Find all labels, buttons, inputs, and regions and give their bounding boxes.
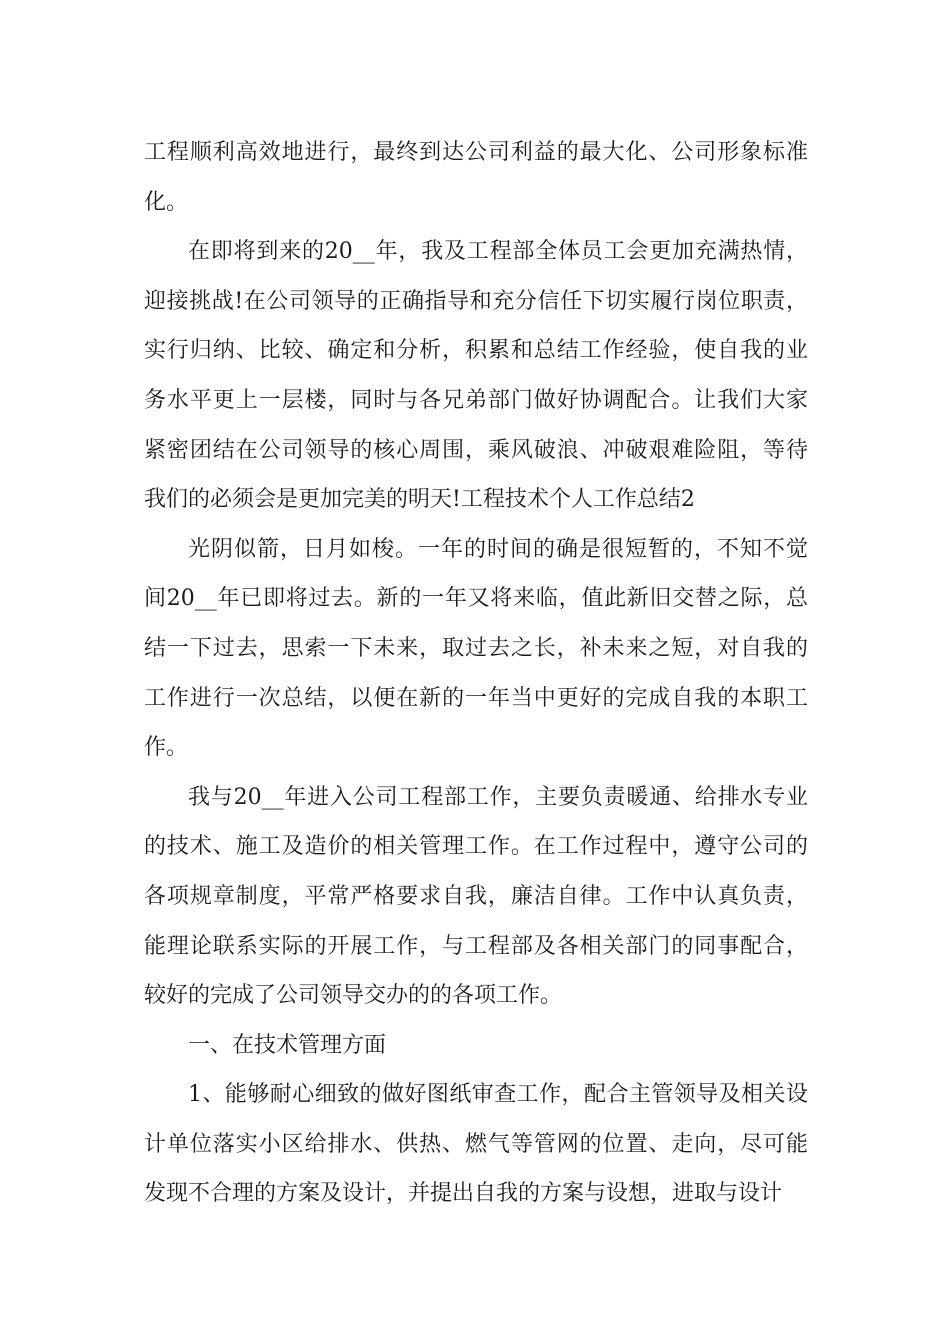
- text-line: 1、能够耐心细致的做好图纸审查工作，配合主管领导及相关设: [188, 1082, 808, 1108]
- text-line: 各项规章制度，平常严格要求自我，廉洁自律。工作中认真负责，: [144, 883, 808, 909]
- paragraph: [144, 1021, 808, 1071]
- text-line: 的技术、施工及造价的相关管理工作。在工作过程中，遵守公司的: [144, 834, 808, 860]
- text-line: 结一下过去，思索一下未来，取过去之长，补未来之短，对自我的: [144, 635, 808, 661]
- paragraph: [144, 1070, 808, 1219]
- text-line: 发现不合理的方案及设计，并提出自我的方案与设想，进取与设计: [144, 1181, 783, 1207]
- text-line: 光阴似箭，日月如梭。一年的时间的确是很短暂的，不知不觉: [188, 536, 808, 562]
- text-line: 我们的必须会是更加完美的明天!工程技术个人工作总结2: [144, 487, 695, 513]
- text-line: 计单位落实小区给排水、供热、燃气等管网的位置、走向，尽可能: [144, 1131, 808, 1157]
- text-line: 实行归纳、比较、确定和分析，积累和总结工作经验，使自我的业: [144, 338, 808, 364]
- text-line: 紧密团结在公司领导的核心周围，乘风破浪、冲破艰难险阻，等待: [144, 437, 808, 463]
- text-line: 能理论联系实际的开展工作，与工程部及各相关部门的同事配合，: [144, 933, 808, 959]
- text-line: 作。: [144, 735, 189, 761]
- text-line: 间20__年已即将过去。新的一年又将来临，值此新旧交替之际，总: [144, 586, 808, 612]
- text-line: 化。: [144, 189, 189, 215]
- paragraph: [144, 773, 808, 1021]
- text-line: 工程顺利高效地进行，最终到达公司利益的最大化、公司形象标准: [144, 140, 808, 165]
- paragraph: [144, 227, 808, 525]
- text-line: 我与20__年进入公司工程部工作，主要负责暖通、给排水专业: [188, 784, 808, 810]
- text-line: 较好的完成了公司领导交办的的各项工作。: [144, 983, 563, 1009]
- text-line: 在即将到来的20__年，我及工程部全体员工会更加充满热情，: [188, 239, 808, 265]
- paragraph: [144, 128, 808, 227]
- text-line: 一、在技术管理方面: [188, 1032, 387, 1058]
- document-body: [144, 128, 808, 1219]
- text-line: 务水平更上一层楼，同时与各兄弟部门做好协调配合。让我们大家: [144, 387, 808, 413]
- text-line: 工作进行一次总结，以便在新的一年当中更好的完成自我的本职工: [144, 685, 808, 711]
- text-line: 迎接挑战!在公司领导的正确指导和充分信任下切实履行岗位职责，: [144, 288, 808, 314]
- paragraph: [144, 525, 808, 773]
